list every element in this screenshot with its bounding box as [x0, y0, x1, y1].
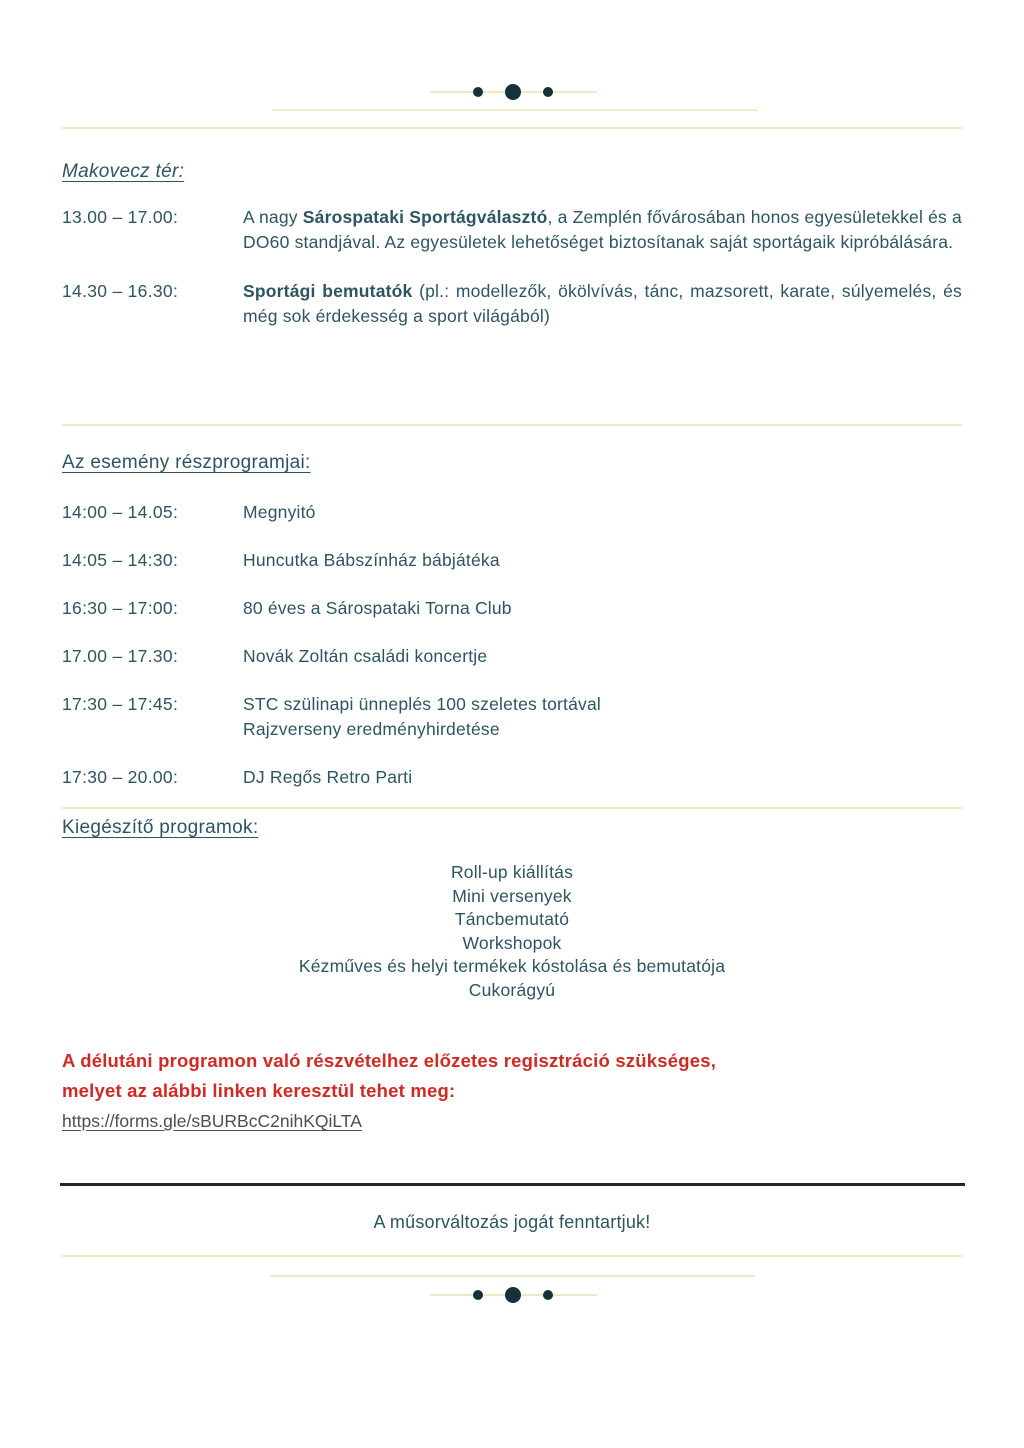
- time-range: 17.00 – 17.30:: [62, 646, 179, 666]
- time-range: 14:05 – 14:30:: [62, 550, 179, 570]
- time-range: 17:30 – 17:45:: [62, 694, 179, 714]
- event-description: Megnyitó: [243, 502, 316, 522]
- event-description: [243, 279, 962, 329]
- list-item: Táncbemutató: [454, 909, 570, 929]
- description-bold-text: Sportági bemutatók: [243, 281, 413, 301]
- schedule-row: [62, 765, 962, 790]
- list-item: Workshopok: [462, 932, 562, 953]
- extras-list: [62, 861, 962, 1002]
- venue-schedule: [62, 205, 962, 329]
- schedule-row: [62, 596, 962, 621]
- subprograms-heading: Az esemény részprogramjai:: [62, 452, 311, 473]
- bottom-divider-long: [62, 1255, 962, 1257]
- description-bold-text: Sárospataki Sportágválasztó: [302, 207, 548, 227]
- time-range: 17:30 – 20.00:: [62, 767, 179, 787]
- schedule-row: [62, 205, 962, 255]
- time-range: 14.30 – 16.30:: [62, 281, 179, 301]
- top-divider-long: [62, 127, 962, 129]
- schedule-row: [62, 692, 962, 742]
- venue-heading: Makovecz tér:: [62, 161, 185, 182]
- dot-icon: [543, 87, 553, 97]
- time-range: 14:00 – 14.05:: [62, 502, 179, 522]
- list-item: Kézműves és helyi termékek kóstolása és bemutatója: [298, 956, 726, 976]
- event-description: Huncutka Bábszínház bábjátéka: [243, 550, 500, 570]
- registration-form-link[interactable]: https://forms.gle/sBURBcC2nihKQiLTA: [62, 1111, 362, 1131]
- extras-heading: Kiegészítő programok:: [62, 817, 259, 838]
- list-item: Mini versenyek: [452, 885, 572, 906]
- top-ornament-dots: [430, 84, 597, 100]
- description-text: (pl.: modellezők, ökölvívás, tánc, mazsorett, karate, súlyemelés, és még sok érdekesség a sport világából): [243, 281, 962, 326]
- program-change-note: A műsorváltozás jogát fenntartjuk!: [373, 1212, 651, 1232]
- dot-icon: [505, 1287, 521, 1303]
- list-item: Cukorágyú: [468, 979, 556, 1000]
- time-range: 16:30 – 17:00:: [62, 598, 179, 618]
- top-divider-medium: [272, 109, 757, 111]
- list-item: Roll-up kiállítás: [450, 862, 574, 882]
- description-line-1: STC szülinapi ünneplés 100 szeletes tortával: [243, 694, 602, 714]
- section-divider: [62, 424, 962, 426]
- description-text: , a Zemplén fővárosában honos egyesületekkel és a DO60 standjával. Az egyesületek lehetőséget biztosítanak saját sportágaik kipróbálására.: [243, 207, 962, 252]
- dot-icon: [473, 1290, 483, 1300]
- description-line-2: Rajzverseny eredményhirdetése: [243, 719, 500, 739]
- registration-text-line-1: A délutáni programon való részvételhez előzetes regisztráció szükséges,: [62, 1050, 717, 1071]
- registration-text-line-2: melyet az alábbi linken keresztül tehet meg:: [62, 1080, 456, 1101]
- dot-icon: [505, 84, 521, 100]
- event-description: 80 éves a Sárospataki Torna Club: [243, 598, 512, 618]
- description-text: A nagy: [243, 207, 303, 227]
- bottom-divider-medium: [270, 1275, 755, 1277]
- subprograms-schedule: [62, 500, 962, 813]
- schedule-row: [62, 500, 962, 525]
- schedule-row: [62, 548, 962, 573]
- dot-icon: [473, 87, 483, 97]
- schedule-row: [62, 644, 962, 669]
- section-divider: [62, 807, 962, 809]
- event-description: [243, 205, 962, 255]
- registration-notice: [62, 1046, 962, 1133]
- footer-divider-dark: [60, 1183, 965, 1186]
- time-range: 13.00 – 17.00:: [62, 207, 179, 227]
- bottom-ornament-dots: [430, 1287, 597, 1303]
- dot-icon: [543, 1290, 553, 1300]
- schedule-row: [62, 279, 962, 329]
- event-description: [243, 692, 962, 742]
- event-description: Novák Zoltán családi koncertje: [243, 646, 488, 666]
- event-description: DJ Regős Retro Parti: [243, 767, 413, 787]
